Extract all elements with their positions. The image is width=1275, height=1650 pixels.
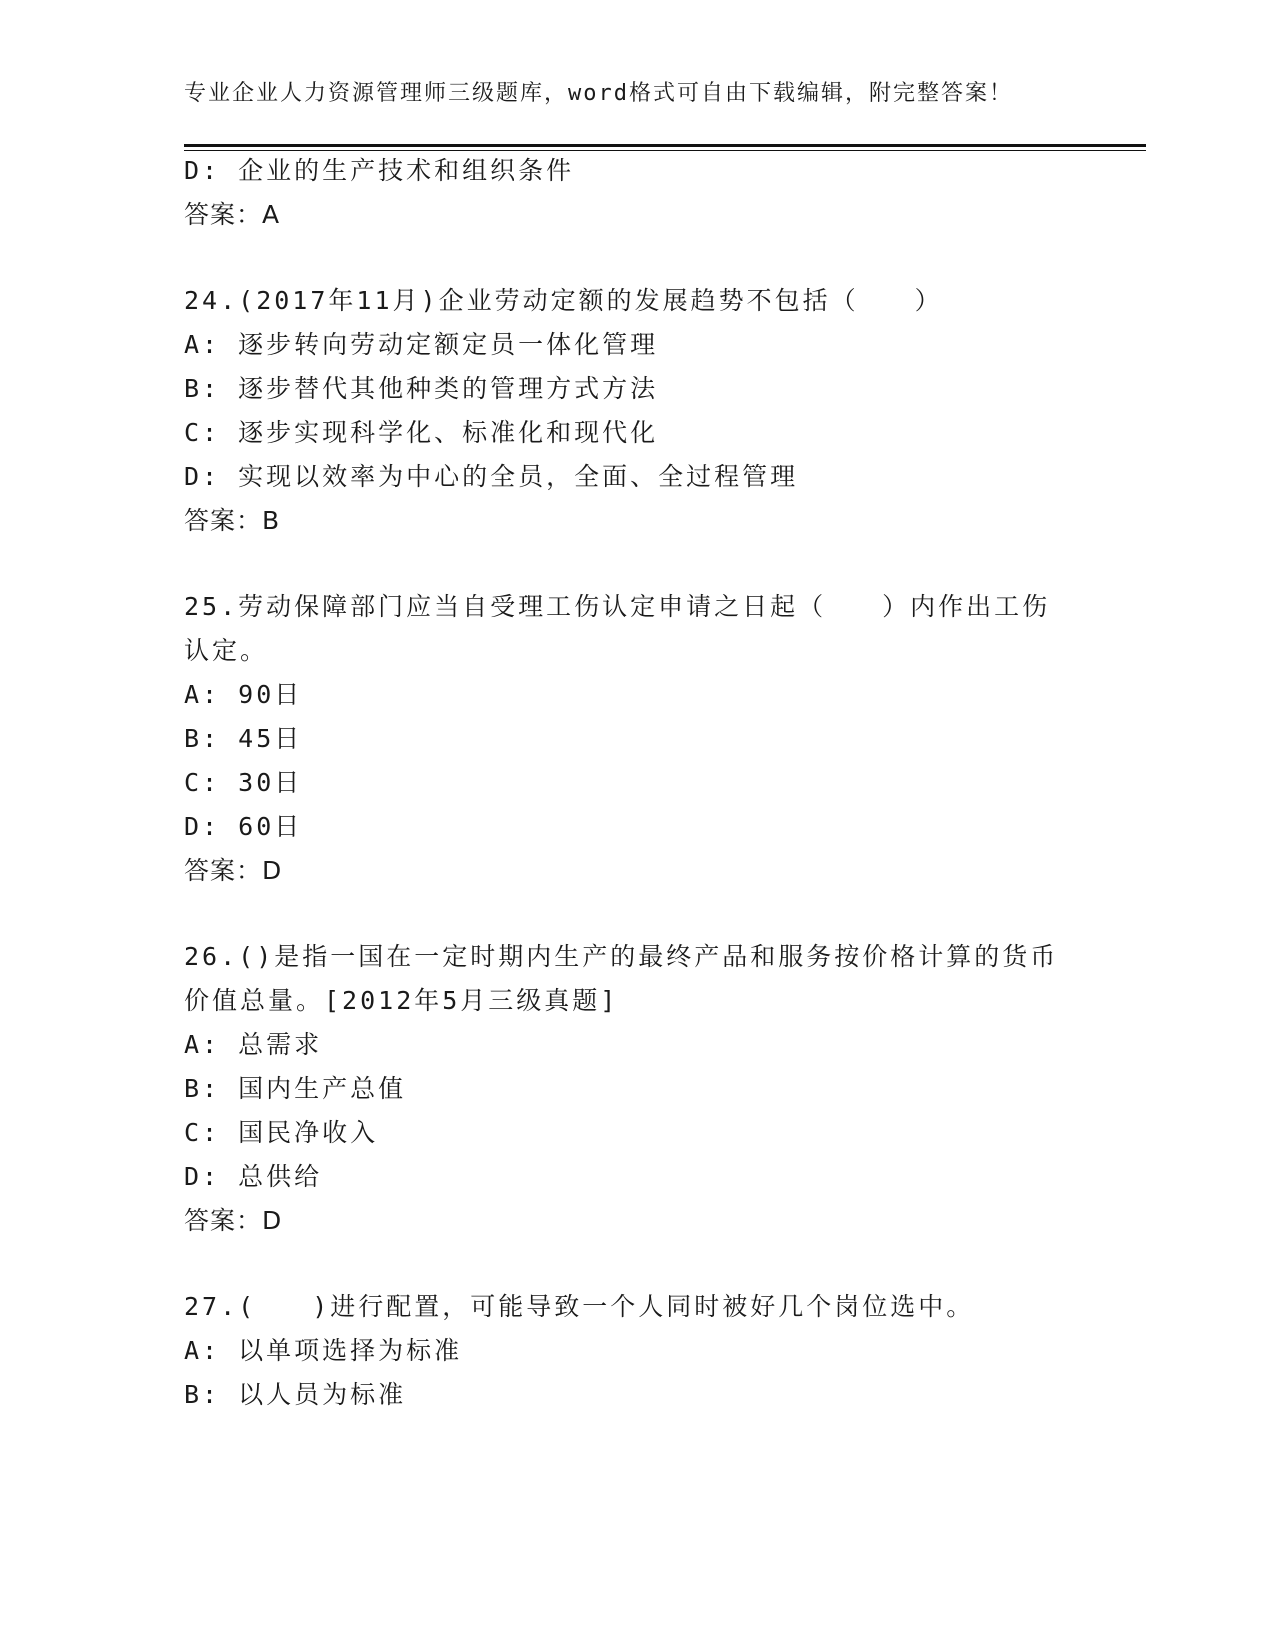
question-24-option-d: D: 实现以效率为中心的全员，全面、全过程管理 bbox=[184, 462, 799, 491]
question-25-option-a: A: 90日 bbox=[184, 680, 303, 709]
question-25-answer: 答案：D bbox=[184, 856, 283, 885]
question-24-answer: 答案：B bbox=[184, 506, 281, 535]
question-26-stem-line2: 价值总量。[2012年5月三级真题] bbox=[184, 986, 619, 1015]
question-25-option-d: D: 60日 bbox=[184, 812, 303, 841]
question-24-option-b: B: 逐步替代其他种类的管理方式方法 bbox=[184, 374, 659, 403]
question-24-option-a: A: 逐步转向劳动定额定员一体化管理 bbox=[184, 330, 659, 359]
question-27-stem: 27.( )进行配置，可能导致一个人同时被好几个岗位选中。 bbox=[184, 1292, 975, 1321]
question-25-stem-line2: 认定。 bbox=[184, 636, 269, 665]
question-26-answer: 答案：D bbox=[184, 1206, 283, 1235]
prev-answer: 答案：A bbox=[184, 200, 281, 229]
header-divider-thin bbox=[184, 150, 1146, 151]
question-25-option-c: C: 30日 bbox=[184, 768, 303, 797]
question-26-option-d: D: 总供给 bbox=[184, 1162, 323, 1191]
question-26-option-b: B: 国内生产总值 bbox=[184, 1074, 407, 1103]
prev-option-d: D: 企业的生产技术和组织条件 bbox=[184, 156, 575, 185]
question-26-option-a: A: 总需求 bbox=[184, 1030, 323, 1059]
question-25-option-b: B: 45日 bbox=[184, 724, 303, 753]
header-divider-thick bbox=[184, 144, 1146, 147]
question-24-stem: 24.(2017年11月)企业劳动定额的发展趋势不包括（ ） bbox=[184, 286, 943, 315]
question-24-option-c: C: 逐步实现科学化、标准化和现代化 bbox=[184, 418, 659, 447]
question-27-option-a: A: 以单项选择为标准 bbox=[184, 1336, 463, 1365]
question-26-option-c: C: 国民净收入 bbox=[184, 1118, 379, 1147]
question-25-stem-line1: 25.劳动保障部门应当自受理工伤认定申请之日起（ ）内作出工伤 bbox=[184, 592, 1051, 621]
question-26-stem-line1: 26.()是指一国在一定时期内生产的最终产品和服务按价格计算的货币 bbox=[184, 942, 1059, 971]
question-27-option-b: B: 以人员为标准 bbox=[184, 1380, 407, 1409]
page-header: 专业企业人力资源管理师三级题库，word格式可自由下载编辑，附完整答案！ bbox=[184, 81, 1013, 106]
